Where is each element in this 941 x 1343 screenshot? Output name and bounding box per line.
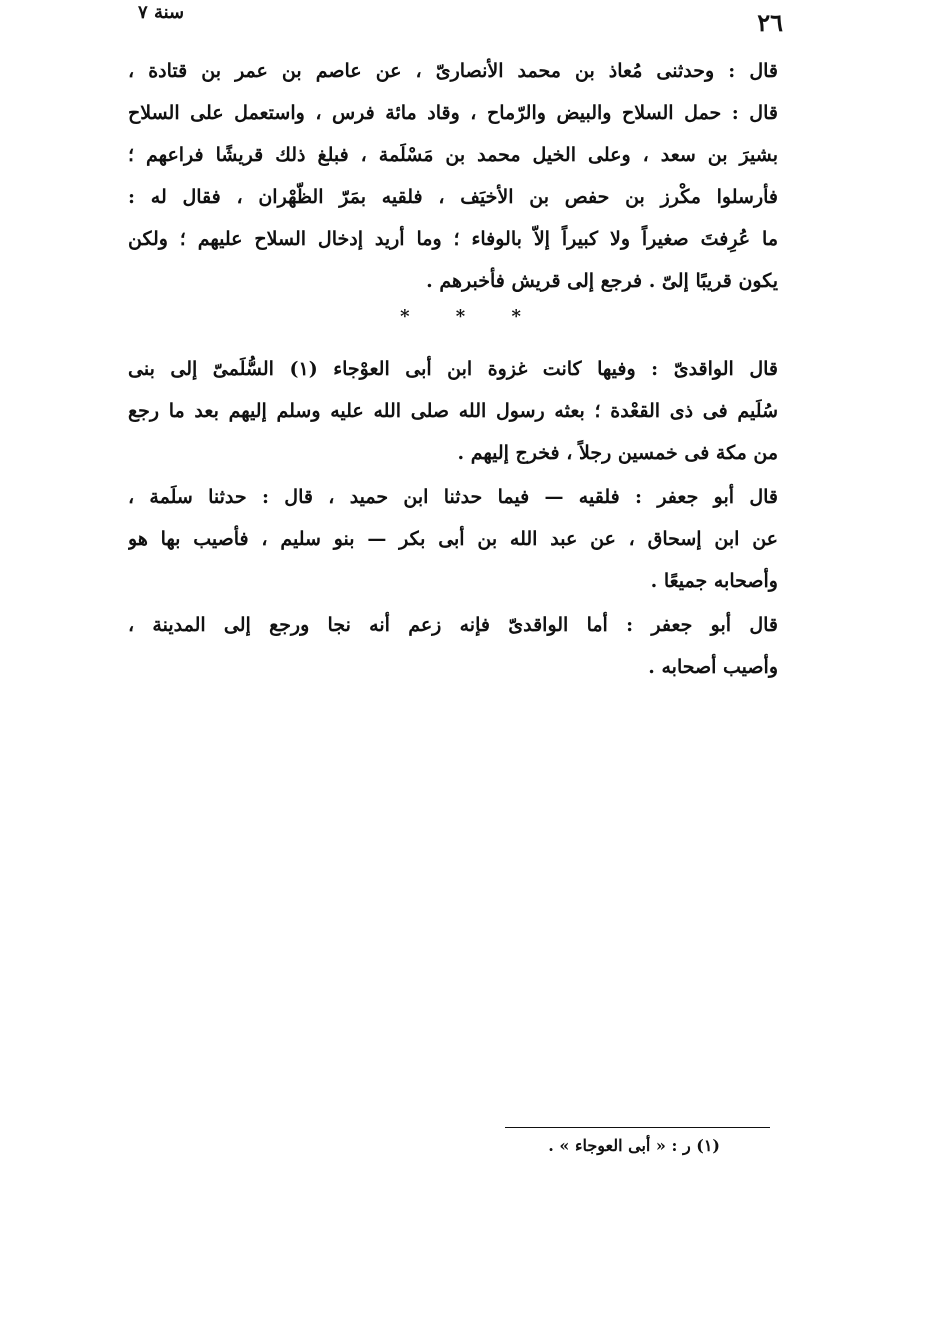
footnote: (١) ر : « أبى العوجاء » . xyxy=(548,1136,720,1155)
text-line: عن ابن إسحاق ، عن عبد الله بن أبى بكر — بنو سليم ، فأصيب بها هو xyxy=(128,528,778,550)
section-separator: * * * xyxy=(400,306,541,327)
text-line: سُلَيم فى ذى القعْدة ؛ بعثه رسول الله صلى الله عليه وسلم إليهم بعد ما رجع xyxy=(128,400,778,422)
running-head: سنة ٧ xyxy=(138,2,185,23)
page-number: ٢٦ xyxy=(757,8,783,37)
text-line: وأصحابه جميعًا . xyxy=(650,570,778,592)
text-line: من مكة فى خمسين رجلاً ، فخرج إليهم . xyxy=(457,442,778,464)
paragraph-3 xyxy=(128,476,778,602)
text-line: يكون قريبًا إلىّ . فرجع إلى قريش فأخبرهم . xyxy=(426,270,778,292)
footnote-divider xyxy=(505,1127,770,1128)
paragraph-4 xyxy=(128,604,778,688)
text-line: قال : وحدثنى مُعاذ بن محمد الأنصارىّ ، عن عاصم بن عمر بن قتادة ، xyxy=(128,60,778,82)
text-line: وأصيب أصحابه . xyxy=(648,656,778,678)
text-line: قال : حمل السلاح والبيض والرّماح ، وقاد مائة فرس ، واستعمل على السلاح xyxy=(128,102,778,124)
paragraph-2 xyxy=(128,348,778,474)
text-line: قال أبو جعفر : أما الواقدىّ فإنه زعم أنه نجا ورجع إلى المدينة ، xyxy=(128,614,778,636)
text-line: بشيرَ بن سعد ، وعلى الخيل محمد بن مَسْلَمة ، فبلغ ذلك قريشًا فراعهم ؛ xyxy=(128,144,778,166)
text-line: قال الواقدىّ : وفيها كانت غزوة ابن أبى العوْجاء (١) السُّلَمىّ إلى بنى xyxy=(128,358,778,380)
text-line: فأرسلوا مكْرز بن حفص بن الأخيَف ، فلقيه بمَرّ الظّهْران ، فقال له : xyxy=(128,186,778,208)
text-line: قال أبو جعفر : فلقيه — فيما حدثنا ابن حميد ، قال : حدثنا سلَمة ، xyxy=(128,486,778,508)
text-line: ما عُرِفتَ صغيراً ولا كبيراً إلاّ بالوفاء ؛ وما أريد إدخال السلاح عليهم ؛ ولكن xyxy=(128,228,778,250)
paragraph-1 xyxy=(128,50,778,302)
